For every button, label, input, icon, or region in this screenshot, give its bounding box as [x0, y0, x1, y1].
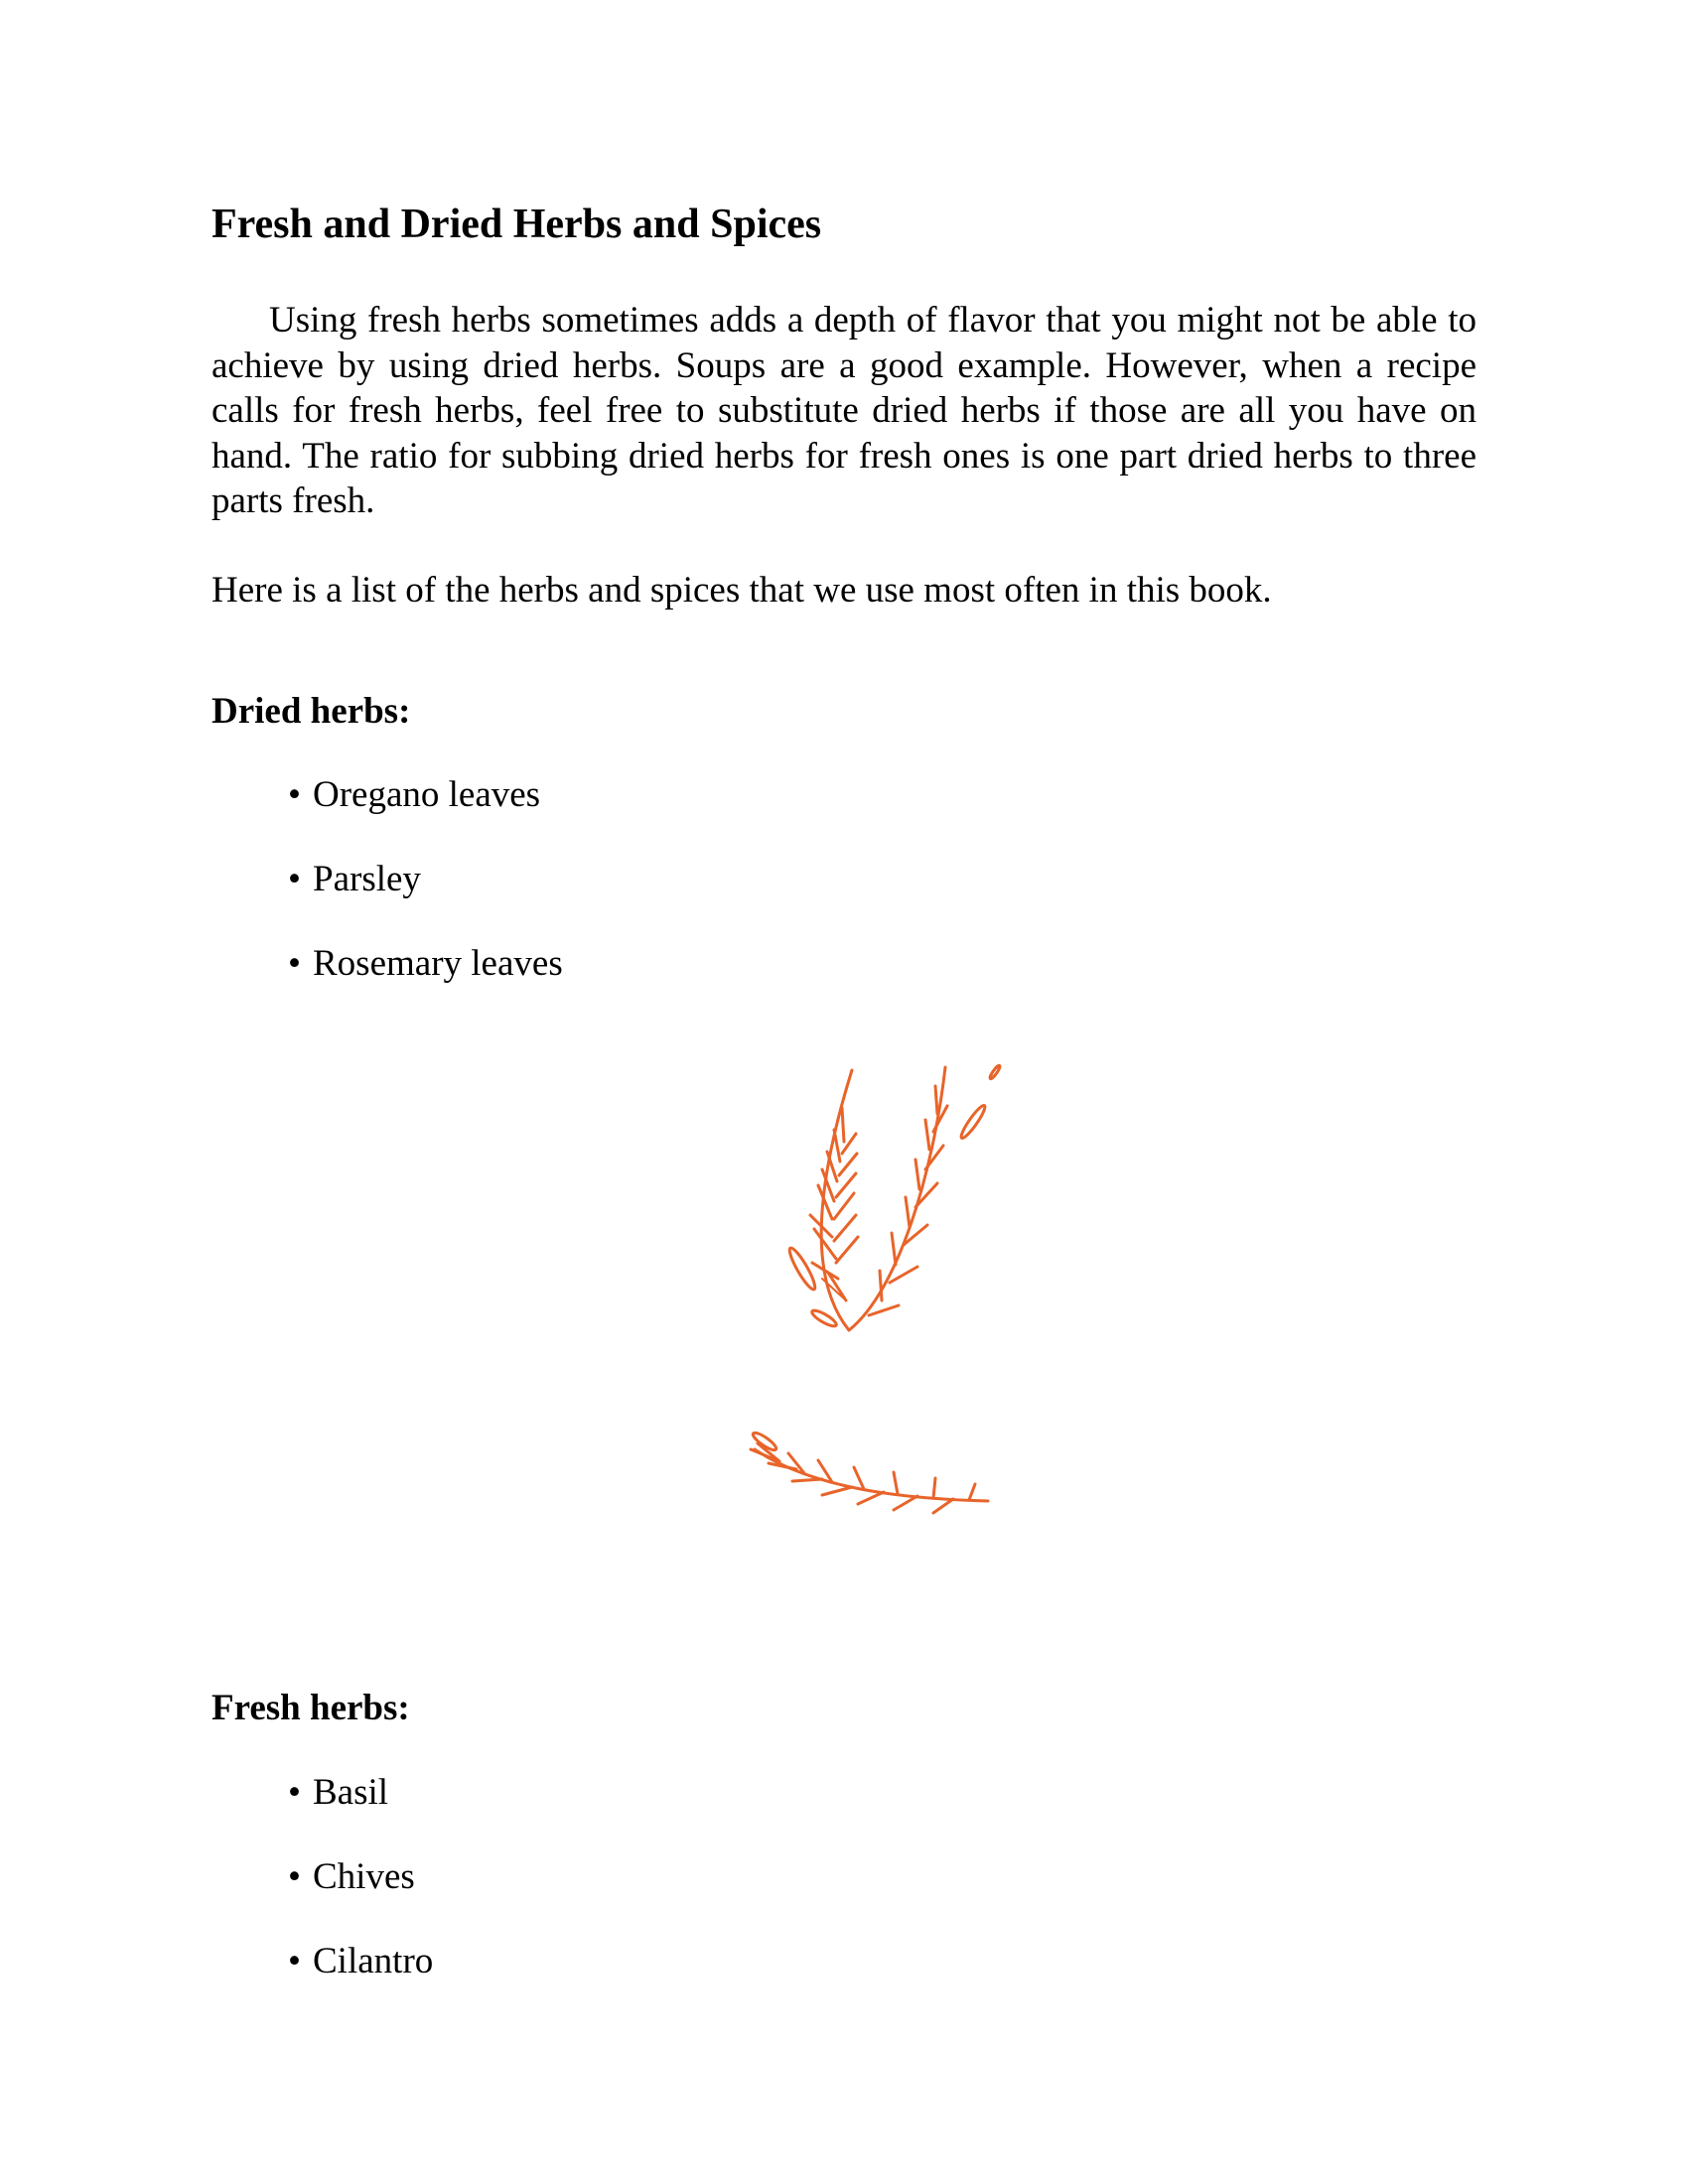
list-item-label: Chives: [313, 1856, 415, 1897]
list-intro-sentence: Here is a list of the herbs and spices that we use most often in this book.: [211, 570, 1272, 611]
list-item: [288, 768, 563, 853]
rosemary-sprig-left-icon: [786, 1070, 858, 1330]
bullet-icon: •: [288, 859, 301, 899]
list-item-label: Basil: [313, 1772, 389, 1813]
list-item-label: Parsley: [313, 859, 421, 899]
list-item-label: Rosemary leaves: [313, 943, 563, 984]
rosemary-sprig-right-icon: [849, 1064, 1001, 1330]
dried-herbs-list: [288, 768, 563, 1022]
bullet-icon: •: [288, 943, 301, 984]
list-item: [288, 853, 563, 937]
bullet-icon: •: [288, 1772, 301, 1813]
list-item: [288, 1935, 433, 2019]
list-item: [288, 1850, 433, 1935]
fresh-herbs-heading: Fresh herbs:: [211, 1688, 410, 1728]
bullet-icon: •: [288, 1856, 301, 1897]
list-item-label: Oregano leaves: [313, 774, 541, 815]
list-item: [288, 937, 563, 1022]
bullet-icon: •: [288, 774, 301, 815]
rosemary-sprig-bottom-icon: [751, 1431, 988, 1513]
intro-paragraph: Using fresh herbs sometimes adds a depth of flavor that you might not be able to achieve by using dried herbs. Soups are a good example. However, when a recipe calls for fresh herbs, feel free to substitute dried herbs if those are all you have on hand. The ratio for subbing dried herbs for fresh ones is one part dried herbs to three parts fresh.: [211, 300, 1477, 521]
bullet-icon: •: [288, 1941, 301, 1981]
fresh-herbs-list: [288, 1766, 433, 2019]
list-item: [288, 1766, 433, 1850]
page-title: Fresh and Dried Herbs and Spices: [211, 202, 822, 247]
rosemary-sprigs-illustration: [735, 1052, 1013, 1529]
dried-herbs-heading: Dried herbs:: [211, 691, 411, 732]
list-item-label: Cilantro: [313, 1941, 434, 1981]
